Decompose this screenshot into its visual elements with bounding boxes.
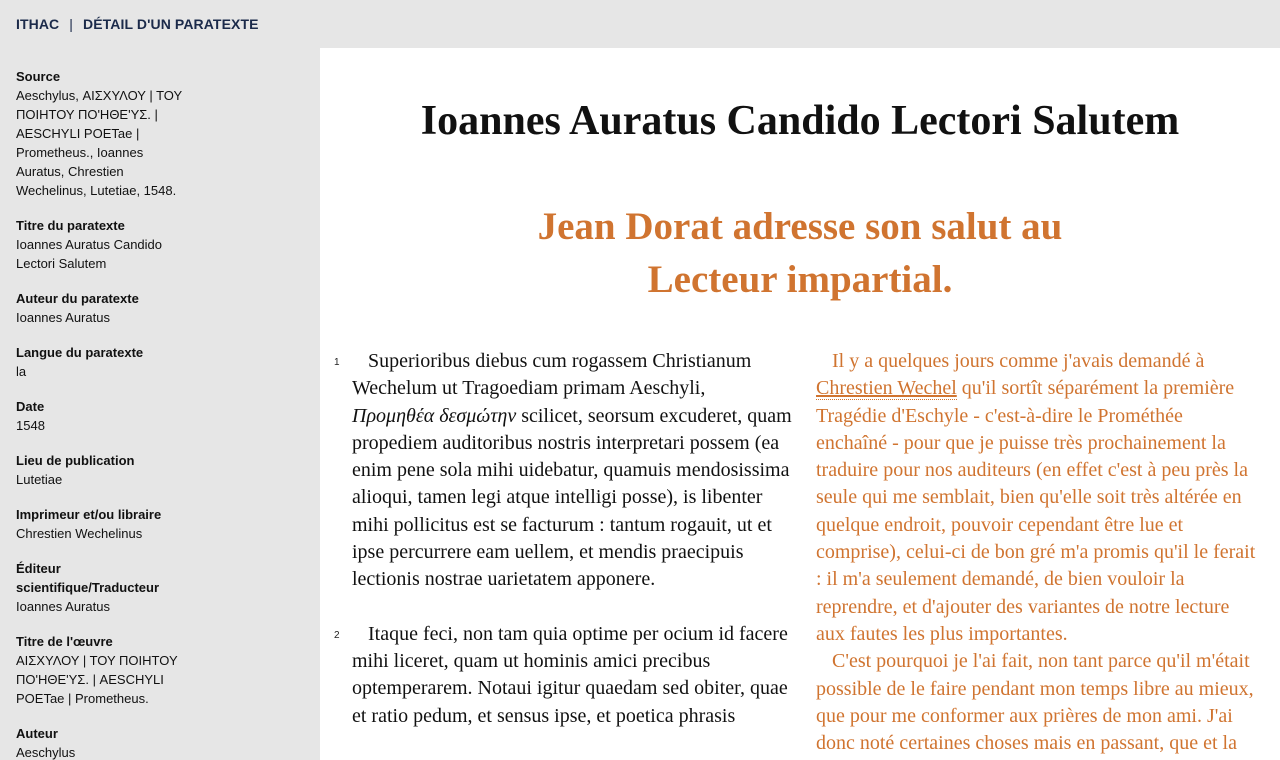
meta-label: Auteur [16, 726, 58, 741]
meta-value: Ioannes Auratus Candido Lectori Salutem [16, 237, 162, 271]
paratext-title: Ioannes Auratus Candido Lectori Salutem [420, 98, 1180, 144]
header-separator: | [69, 16, 74, 32]
meta-label: Lieu de publication [16, 453, 135, 468]
latin-text: Itaque feci, non tam quia optime per ocium id facere mihi liceret, quam ut hominis amici precibus optemperarem. Notaui igitur quaedam sed obiter, quae et ratio pedum, et sensus ipse, et poetica phrasis [352, 622, 788, 727]
latin-text-column [334, 348, 792, 730]
meta-value: Ioannes Auratus [16, 599, 110, 614]
french-translation-column [816, 348, 1256, 757]
meta-label: Date [16, 399, 45, 414]
meta-label: Langue du paratexte [16, 345, 144, 360]
meta-printer [16, 505, 191, 543]
meta-label: Titre du paratexte [16, 218, 125, 233]
latin-paragraph [334, 348, 792, 594]
meta-work-title [16, 632, 191, 708]
meta-value: Ioannes Auratus [16, 310, 110, 325]
paragraph-number: 1 [334, 357, 340, 368]
meta-value: ΑΙΣΧΥΛΟΥ | ΤΟΥ ΠΟΙΗΤΟΥ ΠΟ'ΗΘΕ'ΥΣ. | AESCHYLI POETae | Prometheus. [16, 653, 178, 706]
meta-value: Aeschylus [16, 745, 76, 760]
meta-date [16, 397, 191, 435]
meta-paratext-title [16, 216, 191, 273]
greek-quote: Προμηθέα δεσμώτην [352, 404, 517, 427]
french-paragraph [816, 648, 1256, 757]
meta-value: 1548 [16, 418, 45, 433]
french-text: C'est pourquoi je l'ai fait, non tant parce qu'il m'était possible de le faire pendant mon temps libre au mieux, que pour me conformer aux prières de mon ami. J'ai donc noté certaines choses mais en passant, que et la [816, 650, 1254, 755]
meta-value: Chrestien Wechelinus [16, 526, 143, 541]
meta-language [16, 343, 191, 381]
meta-label: Éditeur scientifique/Traducteur [16, 561, 160, 595]
meta-value: Lutetiae [16, 472, 63, 487]
paragraph-number: 2 [334, 629, 340, 641]
meta-label: Titre de l'œuvre [16, 634, 113, 649]
meta-source [16, 67, 191, 200]
latin-text: scilicet, seorsum excuderet, quam propediem auditoribus nostris interpretari possem (ea enim pene sola mihi uidebatur, quamuis mendosissima alioqui, tamen legi atque intelligi posse), is libenter mihi pollicitus est se facturum : tantum rogauit, ut et ipse percurrere eam uellem, et mendis praecipuis lectionis nostrae uarietatem apponere. [352, 404, 792, 591]
brand-link[interactable]: ITHAC [16, 16, 60, 32]
person-link[interactable]: Chrestien Wechel [816, 377, 957, 400]
meta-label: Auteur du paratexte [16, 291, 139, 306]
meta-editor [16, 559, 191, 616]
main-content [320, 48, 1280, 760]
meta-label: Source [16, 69, 61, 84]
french-text: Il y a quelques jours comme j'avais demandé à [832, 350, 1205, 372]
page-heading: DÉTAIL D'UN PARATEXTE [83, 16, 259, 32]
meta-value: la [16, 364, 27, 379]
paratext-translated-title: Jean Dorat adresse son salut au Lecteur impartial. [537, 205, 1063, 301]
latin-text: Superioribus diebus cum rogassem Christianum Wechelum ut Tragoediam primam Aeschyli, [352, 350, 752, 400]
meta-author [16, 724, 191, 760]
meta-paratext-author [16, 289, 191, 327]
latin-paragraph [334, 621, 792, 730]
metadata-sidebar [0, 48, 320, 760]
french-text: qu'il sortît séparément la première Tragédie d'Eschyle - c'est-à-dire le Prométhée enchaîné - pour que je puisse très prochainement la traduire pour nos auditeurs (en effet c'est à peu près la seule qui me semblait, bien qu'elle soit très altérée en quelque endroit, pouvoir cependant être lue et comprise), celui-ci de bon gré m'a promis qu'il le ferait : il m'a seulement demandé, de bien vouloir la reprendre, et d'ajouter des variantes de notre lecture aux fautes les plus importantes. [816, 377, 1256, 645]
top-bar [0, 0, 1280, 48]
meta-value: Aeschylus, ΑΙΣΧΥΛΟΥ | ΤΟΥ ΠΟΙΗΤΟΥ ΠΟ'ΗΘΕ'ΥΣ. | AESCHYLI POETae | Prometheus., Ioannes Auratus, Chrestien Wechelinus, Lutetiae, 1548. [16, 88, 182, 198]
meta-label: Imprimeur et/ou libraire [16, 507, 162, 522]
meta-place [16, 451, 191, 489]
french-paragraph [816, 348, 1256, 648]
